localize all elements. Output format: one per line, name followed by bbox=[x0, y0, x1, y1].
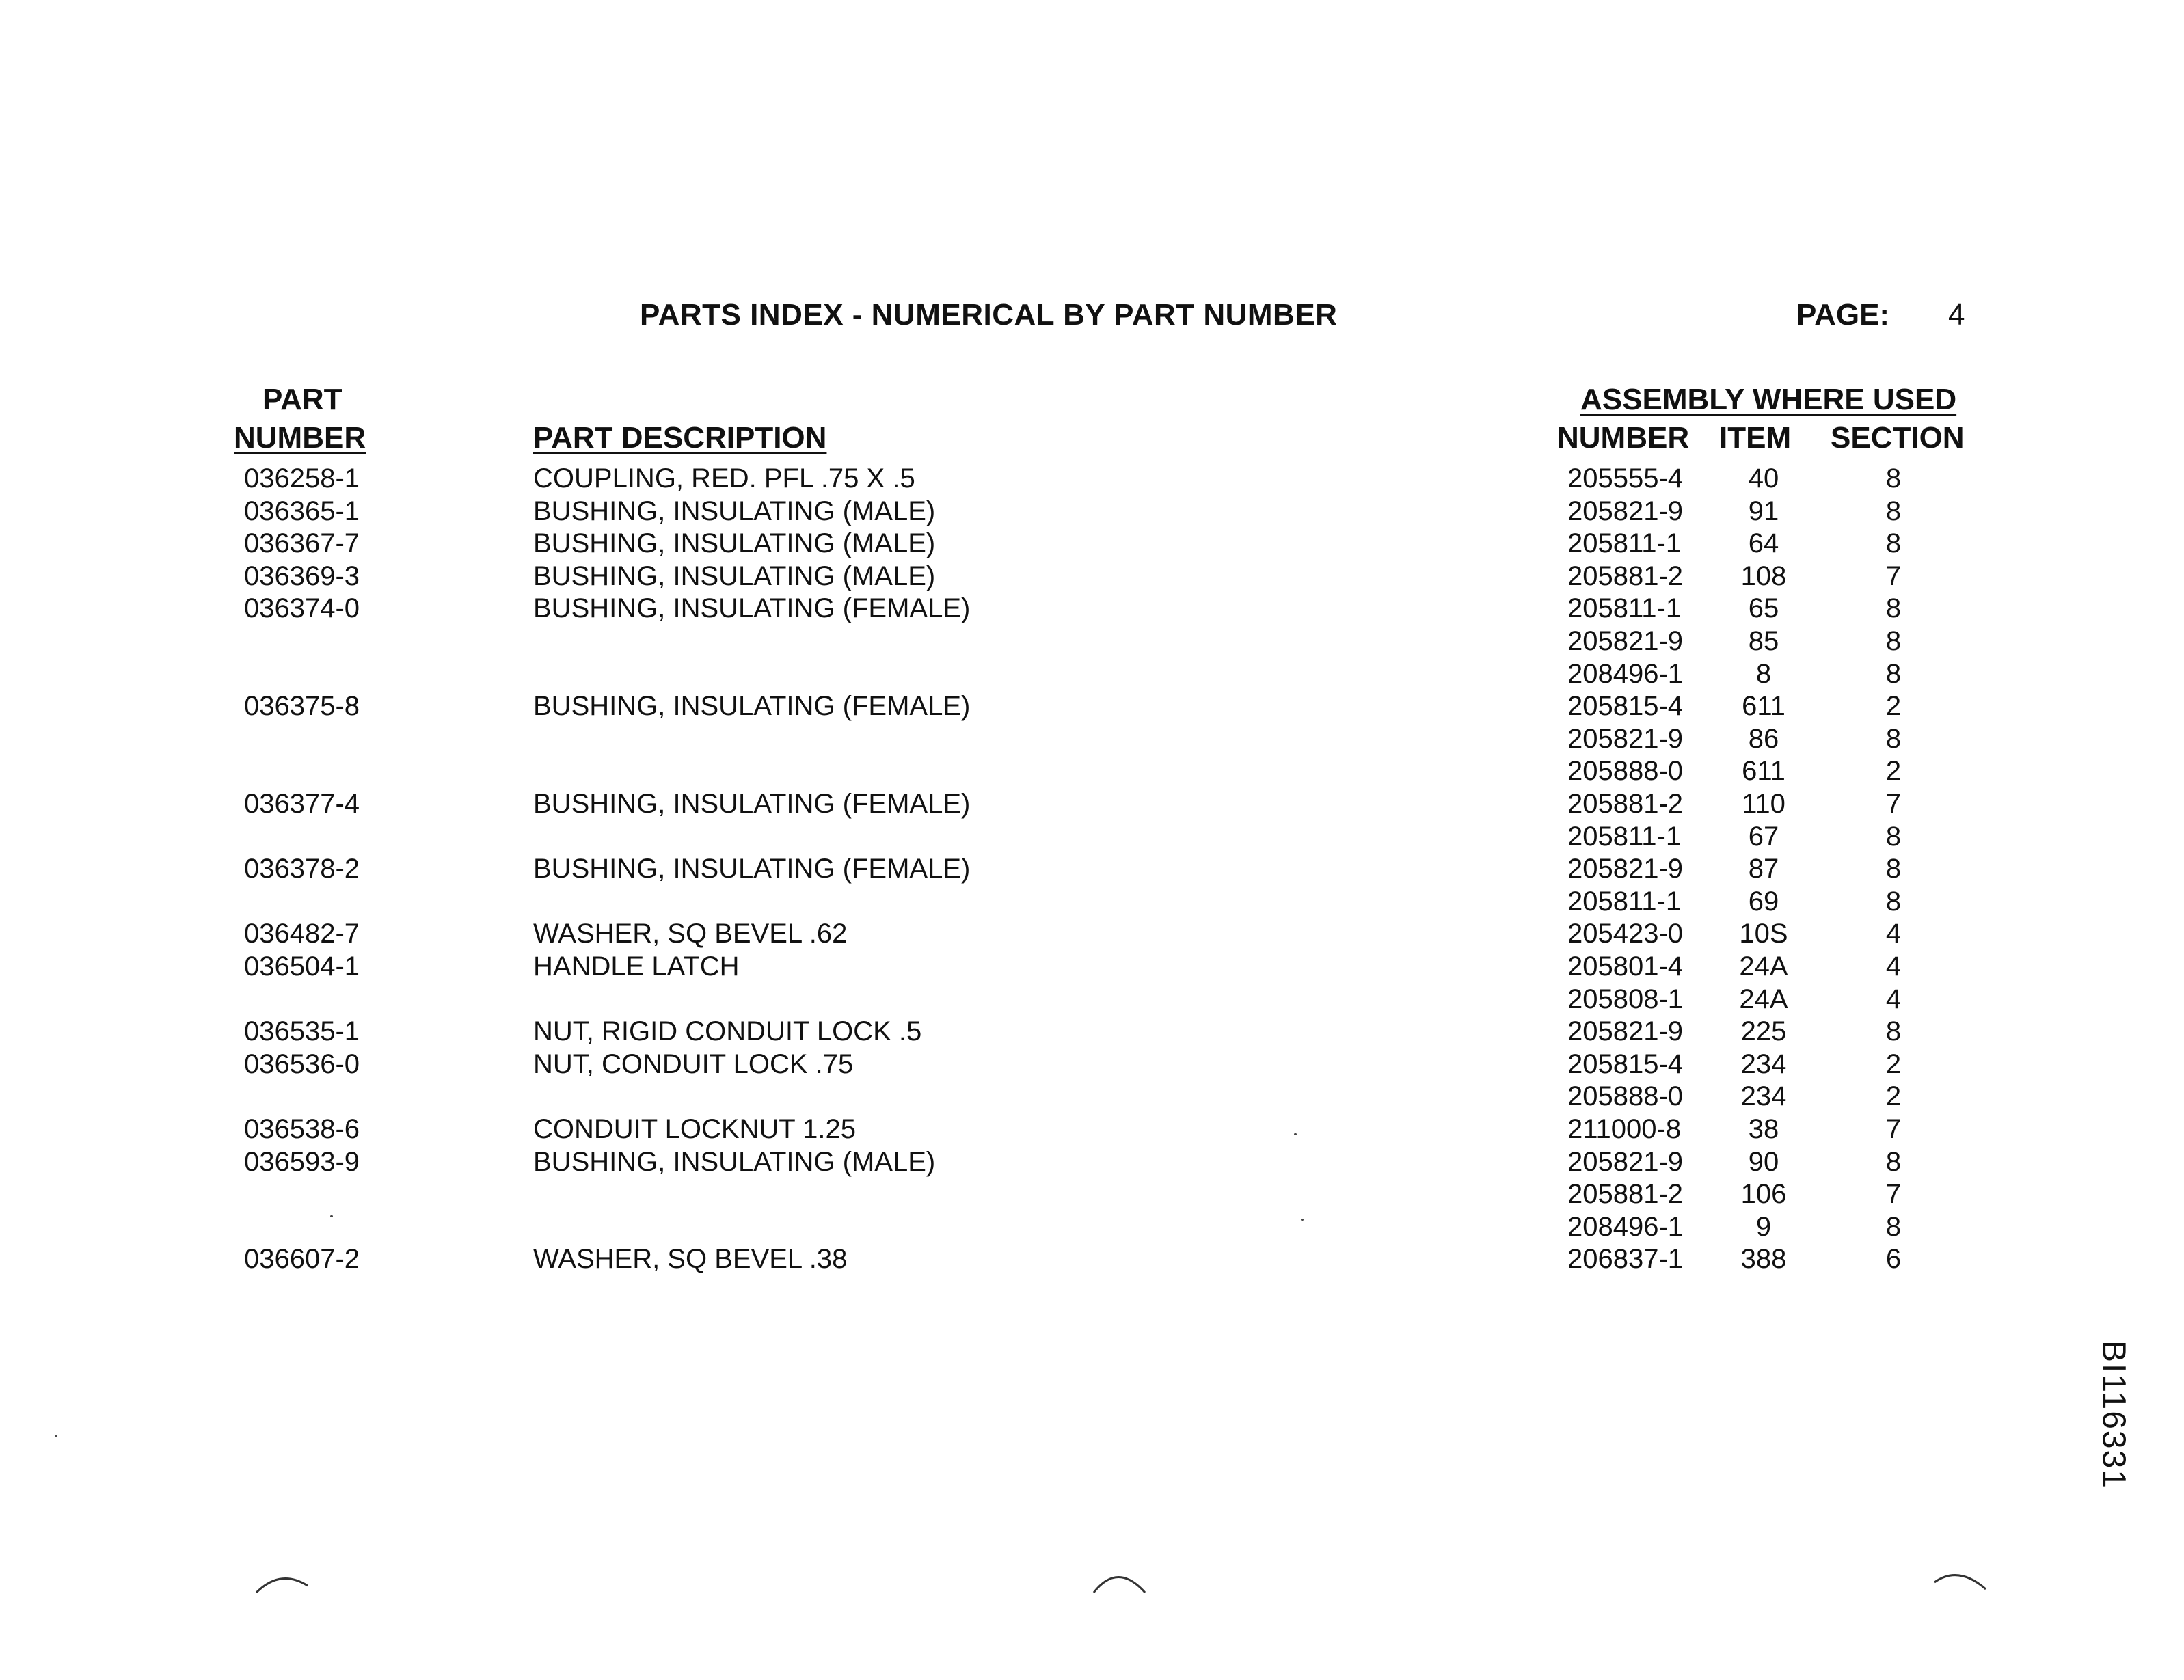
assembly-number-cell: 205811-1 bbox=[1567, 822, 1682, 852]
assembly-number-cell: 205821-9 bbox=[1567, 626, 1684, 656]
section-cell: 8 bbox=[1885, 496, 1902, 526]
header-item: ITEM bbox=[1719, 421, 1792, 455]
part-number-cell: 036365-1 bbox=[244, 496, 360, 526]
section-cell: 8 bbox=[1885, 463, 1902, 493]
item-cell: 388 bbox=[1740, 1244, 1787, 1274]
item-cell: 38 bbox=[1748, 1114, 1779, 1144]
table-row bbox=[0, 625, 2184, 658]
section-cell: 8 bbox=[1885, 1016, 1902, 1046]
section-cell: 8 bbox=[1885, 886, 1902, 917]
item-cell: 234 bbox=[1740, 1081, 1787, 1111]
table-row bbox=[0, 787, 2184, 820]
scan-speck bbox=[1301, 1219, 1304, 1221]
part-number-cell: 036538-6 bbox=[244, 1114, 360, 1144]
item-cell: 234 bbox=[1740, 1049, 1787, 1079]
part-description-cell: CONDUIT LOCKNUT 1.25 bbox=[533, 1114, 856, 1144]
assembly-number-cell: 205821-9 bbox=[1567, 854, 1684, 884]
item-cell: 69 bbox=[1748, 886, 1779, 917]
assembly-number-cell: 205888-0 bbox=[1567, 1081, 1684, 1111]
assembly-number-cell: 205821-9 bbox=[1567, 724, 1684, 754]
part-description-cell: NUT, CONDUIT LOCK .75 bbox=[533, 1049, 854, 1079]
section-cell: 6 bbox=[1885, 1244, 1902, 1274]
part-number-cell: 036374-0 bbox=[244, 593, 360, 623]
header-part-number: NUMBER bbox=[234, 421, 366, 455]
part-number-cell: 036258-1 bbox=[244, 463, 360, 493]
punch-hole-mark-center bbox=[1090, 1565, 1152, 1599]
item-cell: 108 bbox=[1740, 561, 1787, 591]
part-description-cell: WASHER, SQ BEVEL .38 bbox=[533, 1244, 848, 1274]
header-assembly-number: NUMBER bbox=[1557, 421, 1690, 455]
table-row bbox=[0, 495, 2184, 528]
table-row bbox=[0, 917, 2184, 950]
part-description-cell: HANDLE LATCH bbox=[533, 951, 740, 981]
table-row bbox=[0, 722, 2184, 755]
part-description-cell: BUSHING, INSULATING (MALE) bbox=[533, 528, 936, 558]
assembly-number-cell: 211000-8 bbox=[1567, 1114, 1682, 1144]
section-cell: 2 bbox=[1885, 756, 1902, 786]
part-description-cell: WASHER, SQ BEVEL .62 bbox=[533, 919, 848, 949]
section-cell: 8 bbox=[1885, 626, 1902, 656]
section-cell: 8 bbox=[1885, 528, 1902, 558]
part-number-cell: 036593-9 bbox=[244, 1147, 360, 1177]
punch-hole-mark-right bbox=[1931, 1562, 1993, 1596]
assembly-number-cell: 205881-2 bbox=[1567, 789, 1684, 819]
assembly-number-cell: 205821-9 bbox=[1567, 1016, 1684, 1046]
section-cell: 8 bbox=[1885, 593, 1902, 623]
part-description-cell: BUSHING, INSULATING (MALE) bbox=[533, 561, 936, 591]
item-cell: 110 bbox=[1742, 789, 1785, 819]
item-cell: 91 bbox=[1748, 496, 1779, 526]
assembly-number-cell: 205423-0 bbox=[1567, 919, 1684, 949]
part-description-cell: BUSHING, INSULATING (FEMALE) bbox=[533, 593, 971, 623]
assembly-number-cell: 205815-4 bbox=[1567, 1049, 1684, 1079]
section-cell: 7 bbox=[1885, 1114, 1902, 1144]
table-row bbox=[0, 885, 2184, 918]
header-part-line1: PART bbox=[262, 383, 342, 416]
table-row bbox=[0, 820, 2184, 853]
table-row bbox=[0, 462, 2184, 495]
part-number-cell: 036378-2 bbox=[244, 854, 360, 884]
part-number-cell: 036377-4 bbox=[244, 789, 360, 819]
item-cell: 87 bbox=[1748, 854, 1779, 884]
scan-speck bbox=[330, 1215, 333, 1217]
assembly-number-cell: 205808-1 bbox=[1567, 984, 1684, 1014]
part-number-cell: 036482-7 bbox=[244, 919, 360, 949]
scan-speck bbox=[1294, 1133, 1297, 1135]
scan-speck bbox=[55, 1435, 57, 1437]
table-row bbox=[0, 1015, 2184, 1048]
header-assembly-where-used: ASSEMBLY WHERE USED bbox=[1580, 383, 1957, 416]
item-cell: 225 bbox=[1740, 1016, 1787, 1046]
assembly-number-cell: 208496-1 bbox=[1567, 1212, 1684, 1242]
part-description-cell: BUSHING, INSULATING (MALE) bbox=[533, 1147, 936, 1177]
page-label: PAGE: bbox=[1796, 298, 1890, 331]
assembly-number-cell: 205815-4 bbox=[1567, 691, 1684, 721]
part-number-cell: 036375-8 bbox=[244, 691, 360, 721]
section-cell: 4 bbox=[1885, 984, 1902, 1014]
part-number-cell: 036535-1 bbox=[244, 1016, 360, 1046]
assembly-number-cell: 205801-4 bbox=[1567, 951, 1684, 981]
assembly-number-cell: 205881-2 bbox=[1567, 561, 1684, 591]
assembly-number-cell: 205811-1 bbox=[1567, 886, 1682, 917]
part-description-cell: COUPLING, RED. PFL .75 X .5 bbox=[533, 463, 915, 493]
item-cell: 85 bbox=[1748, 626, 1779, 656]
item-cell: 65 bbox=[1748, 593, 1779, 623]
section-cell: 2 bbox=[1885, 691, 1902, 721]
table-row bbox=[0, 1210, 2184, 1243]
part-number-cell: 036607-2 bbox=[244, 1244, 360, 1274]
table-row bbox=[0, 950, 2184, 983]
item-cell: 611 bbox=[1742, 691, 1785, 721]
item-cell: 86 bbox=[1748, 724, 1779, 754]
table-row bbox=[0, 1146, 2184, 1178]
assembly-number-cell: 205888-0 bbox=[1567, 756, 1684, 786]
section-cell: 7 bbox=[1885, 561, 1902, 591]
part-description-cell: BUSHING, INSULATING (FEMALE) bbox=[533, 691, 971, 721]
item-cell: 67 bbox=[1748, 822, 1779, 852]
section-cell: 7 bbox=[1885, 789, 1902, 819]
header-section: SECTION bbox=[1831, 421, 1965, 455]
table-row bbox=[0, 1080, 2184, 1113]
part-number-cell: 036536-0 bbox=[244, 1049, 360, 1079]
assembly-number-cell: 205881-2 bbox=[1567, 1179, 1684, 1209]
item-cell: 8 bbox=[1755, 659, 1772, 689]
part-description-cell: BUSHING, INSULATING (FEMALE) bbox=[533, 854, 971, 884]
assembly-number-cell: 205555-4 bbox=[1567, 463, 1684, 493]
section-cell: 8 bbox=[1885, 1147, 1902, 1177]
page-number: 4 bbox=[1948, 298, 1965, 331]
part-number-cell: 036504-1 bbox=[244, 951, 360, 981]
item-cell: 90 bbox=[1748, 1147, 1779, 1177]
item-cell: 10S bbox=[1739, 919, 1788, 949]
section-cell: 2 bbox=[1885, 1081, 1902, 1111]
assembly-number-cell: 205811-1 bbox=[1567, 528, 1682, 558]
section-cell: 2 bbox=[1885, 1049, 1902, 1079]
item-cell: 64 bbox=[1748, 528, 1779, 558]
item-cell: 611 bbox=[1742, 756, 1785, 786]
table-row bbox=[0, 1048, 2184, 1081]
table-row bbox=[0, 983, 2184, 1016]
assembly-number-cell: 205821-9 bbox=[1567, 1147, 1684, 1177]
table-row bbox=[0, 1113, 2184, 1146]
item-cell: 24A bbox=[1739, 951, 1788, 981]
table-row bbox=[0, 1243, 2184, 1275]
item-cell: 40 bbox=[1748, 463, 1779, 493]
assembly-number-cell: 208496-1 bbox=[1567, 659, 1684, 689]
assembly-number-cell: 206837-1 bbox=[1567, 1244, 1684, 1274]
table-row bbox=[0, 560, 2184, 593]
assembly-number-cell: 205821-9 bbox=[1567, 496, 1684, 526]
table-row bbox=[0, 658, 2184, 690]
part-description-cell: NUT, RIGID CONDUIT LOCK .5 bbox=[533, 1016, 922, 1046]
table-row bbox=[0, 690, 2184, 722]
item-cell: 24A bbox=[1739, 984, 1788, 1014]
part-description-cell: BUSHING, INSULATING (MALE) bbox=[533, 496, 936, 526]
section-cell: 8 bbox=[1885, 724, 1902, 754]
section-cell: 4 bbox=[1885, 919, 1902, 949]
section-cell: 8 bbox=[1885, 1212, 1902, 1242]
section-cell: 7 bbox=[1885, 1179, 1902, 1209]
section-cell: 4 bbox=[1885, 951, 1902, 981]
section-cell: 8 bbox=[1885, 659, 1902, 689]
assembly-number-cell: 205811-1 bbox=[1567, 593, 1682, 623]
section-cell: 8 bbox=[1885, 822, 1902, 852]
item-cell: 106 bbox=[1740, 1179, 1787, 1209]
part-number-cell: 036367-7 bbox=[244, 528, 360, 558]
header-part-description: PART DESCRIPTION bbox=[533, 421, 827, 455]
page-title: PARTS INDEX - NUMERICAL BY PART NUMBER bbox=[640, 298, 1338, 331]
section-cell: 8 bbox=[1885, 854, 1902, 884]
part-number-cell: 036369-3 bbox=[244, 561, 360, 591]
table-row bbox=[0, 592, 2184, 625]
table-row bbox=[0, 527, 2184, 560]
item-cell: 9 bbox=[1755, 1212, 1772, 1242]
table-row bbox=[0, 755, 2184, 787]
part-description-cell: BUSHING, INSULATING (FEMALE) bbox=[533, 789, 971, 819]
table-row bbox=[0, 1178, 2184, 1210]
punch-hole-mark-left bbox=[253, 1565, 314, 1599]
table-row bbox=[0, 852, 2184, 885]
document-id: BI116331 bbox=[2095, 1340, 2132, 1489]
